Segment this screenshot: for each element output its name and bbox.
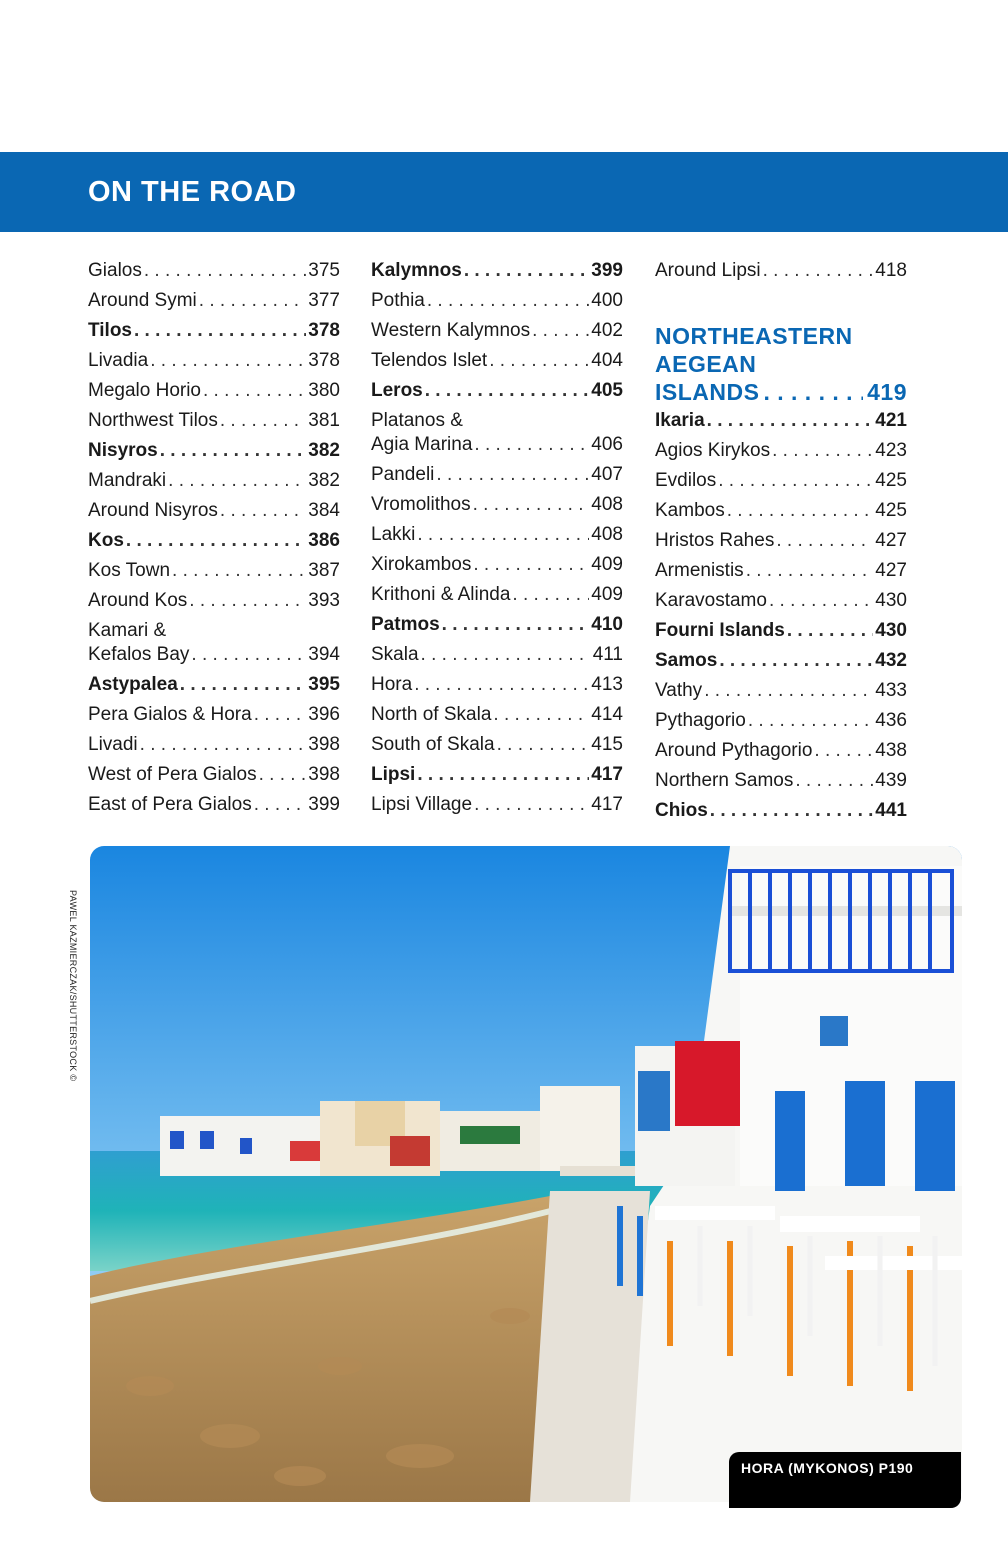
- toc-entry[interactable]: [371, 550, 623, 580]
- toc-entry-name: Ikaria: [655, 410, 705, 431]
- region-heading[interactable]: [655, 322, 907, 406]
- toc-entry-page: 398: [308, 764, 340, 785]
- toc-entry[interactable]: [88, 406, 340, 436]
- leader-dots: [763, 259, 874, 283]
- toc-entry-page: 421: [875, 410, 907, 431]
- toc-section-entry[interactable]: [88, 526, 340, 556]
- toc-entry-name: Astypalea: [88, 674, 178, 695]
- toc-entry-page: 386: [308, 530, 340, 551]
- toc-entry-name: Platanos & Agia Marina: [371, 410, 473, 455]
- toc-entry-page: 415: [591, 734, 623, 755]
- toc-entry-name: Around Symi: [88, 290, 197, 311]
- toc-entry-page: 425: [875, 500, 907, 521]
- toc-entry-page: 408: [591, 524, 623, 545]
- leader-dots: [710, 799, 874, 823]
- leader-dots: [427, 289, 589, 313]
- leader-dots: [180, 673, 307, 697]
- toc-entry-page: 432: [875, 650, 907, 671]
- leader-dots: [126, 529, 306, 553]
- leader-dots: [746, 559, 874, 583]
- toc-entry-page: 427: [875, 560, 907, 581]
- toc-entry-name: South of Skala: [371, 734, 495, 755]
- toc-entry-name: Livadi: [88, 734, 138, 755]
- toc-entry[interactable]: [371, 580, 623, 610]
- toc-section-entry[interactable]: [655, 616, 907, 646]
- toc-entry[interactable]: [655, 676, 907, 706]
- toc-entry[interactable]: [371, 316, 623, 346]
- leader-dots: [259, 763, 307, 787]
- toc-entry-name: Megalo Horio: [88, 380, 201, 401]
- toc-entry-page: 377: [308, 290, 340, 311]
- region-heading-name: ISLANDS: [655, 379, 760, 405]
- leader-dots: [254, 793, 307, 817]
- leader-dots: [512, 583, 589, 607]
- toc-entry-name: Chios: [655, 800, 708, 821]
- toc-entry[interactable]: [88, 256, 340, 286]
- toc-entry-page: 382: [308, 440, 340, 461]
- toc-column-2: [371, 256, 623, 820]
- toc-column-1: [88, 256, 340, 820]
- region-heading-page: 419: [867, 379, 907, 405]
- toc-entry[interactable]: [655, 466, 907, 496]
- toc-entry-name: Fourni Islands: [655, 620, 785, 641]
- toc-entry[interactable]: [655, 436, 907, 466]
- toc-entry-page: 414: [591, 704, 623, 725]
- leader-dots: [417, 763, 589, 787]
- toc-entry-name: Skala: [371, 644, 419, 665]
- leader-dots: [189, 589, 306, 613]
- toc-entry-name: Western Kalymnos: [371, 320, 531, 341]
- toc-entry[interactable]: [371, 730, 623, 760]
- toc-entry[interactable]: [655, 496, 907, 526]
- leader-dots: [497, 733, 590, 757]
- leader-dots: [493, 703, 589, 727]
- toc-entry[interactable]: [88, 616, 340, 670]
- region-heading-line-2: AEGEAN: [655, 351, 757, 377]
- toc-column-3-bottom: [655, 406, 907, 826]
- toc-entry-name: Pera Gialos & Hora: [88, 704, 252, 725]
- toc-entry-page: 408: [591, 494, 623, 515]
- toc-entry-name: Armenistis: [655, 560, 744, 581]
- leader-dots: [220, 409, 306, 433]
- toc-entry-page: 438: [875, 740, 907, 761]
- toc-section-entry[interactable]: [371, 610, 623, 640]
- toc-entry-page: 402: [591, 320, 623, 341]
- toc-entry-name: Samos: [655, 650, 718, 671]
- toc-entry[interactable]: [371, 460, 623, 490]
- leader-dots: [719, 649, 873, 673]
- toc-entry-page: 425: [875, 470, 907, 491]
- toc-section-entry[interactable]: [88, 436, 340, 466]
- toc-entry-name: Vathy: [655, 680, 703, 701]
- leader-dots: [763, 378, 863, 406]
- leader-dots: [474, 433, 589, 457]
- toc-entry[interactable]: [371, 640, 623, 670]
- toc-entry-name: Lipsi Village: [371, 794, 473, 815]
- toc-entry-name: Karavostamo: [655, 590, 767, 611]
- toc-entry-name: Pandeli: [371, 464, 435, 485]
- region-heading-line-1: NORTHEASTERN: [655, 323, 853, 349]
- toc-entry[interactable]: [655, 556, 907, 586]
- leader-dots: [203, 379, 306, 403]
- toc-entry-page: 393: [308, 590, 340, 611]
- leader-dots: [795, 769, 873, 793]
- cover-photo-mykonos: [90, 846, 962, 1502]
- leader-dots: [814, 739, 873, 763]
- toc-section-entry[interactable]: [371, 760, 623, 790]
- toc-entry[interactable]: [371, 406, 623, 460]
- toc-entry-page: 441: [875, 800, 907, 821]
- toc-entry-page: 378: [308, 350, 340, 371]
- toc-entry-page: 418: [875, 260, 907, 281]
- toc-entry[interactable]: [655, 706, 907, 736]
- toc-entry-page: 436: [875, 710, 907, 731]
- toc-entry-page: 399: [308, 794, 340, 815]
- toc-entry[interactable]: [88, 496, 340, 526]
- toc-entry-page: 406: [591, 434, 623, 455]
- toc-entry-name: Gialos: [88, 260, 142, 281]
- photo-caption[interactable]: [729, 1452, 961, 1508]
- toc-entry-page: 398: [308, 734, 340, 755]
- toc-section-entry[interactable]: [655, 646, 907, 676]
- leader-dots: [436, 463, 589, 487]
- toc-section-entry[interactable]: [655, 406, 907, 436]
- leader-dots: [748, 709, 873, 733]
- toc-entry-name: Telendos Islet: [371, 350, 488, 371]
- toc-entry[interactable]: [371, 286, 623, 316]
- toc-entry[interactable]: [371, 670, 623, 700]
- toc-entry-page: 413: [591, 674, 623, 695]
- section-title: ON THE ROAD: [88, 176, 297, 208]
- toc-entry-name: Leros: [371, 380, 423, 401]
- toc-entry[interactable]: [88, 286, 340, 316]
- toc-entry-page: 399: [591, 260, 623, 281]
- toc-entry-name: East of Pera Gialos: [88, 794, 252, 815]
- toc-section-entry[interactable]: [88, 316, 340, 346]
- toc-entry-name: Lakki: [371, 524, 416, 545]
- toc-entry-name: Agios Kirykos: [655, 440, 771, 461]
- toc-entry-name: Evdilos: [655, 470, 717, 491]
- toc-entry[interactable]: [88, 760, 340, 790]
- toc-entry-name: Kos Town: [88, 560, 171, 581]
- toc-entry[interactable]: [371, 520, 623, 550]
- toc-entry-page: 384: [308, 500, 340, 521]
- leader-dots: [776, 529, 873, 553]
- toc-entry[interactable]: [655, 766, 907, 796]
- toc-entry-page: 411: [592, 644, 623, 665]
- leader-dots: [172, 559, 306, 583]
- leader-dots: [168, 469, 306, 493]
- leader-dots: [150, 349, 306, 373]
- toc-entry-name: Patmos: [371, 614, 440, 635]
- leader-dots: [220, 499, 306, 523]
- leader-dots: [160, 439, 307, 463]
- photo-credit-text: PAWEL KAZMIERCZAK/SHUTTERSTOCK ©: [68, 890, 78, 1082]
- leader-dots: [707, 409, 874, 433]
- toc-entry-page: 439: [875, 770, 907, 791]
- toc-entry[interactable]: [88, 376, 340, 406]
- toc-entry-page: 382: [308, 470, 340, 491]
- leader-dots: [425, 379, 590, 403]
- photo-credit: [66, 890, 80, 1110]
- toc-entry-page: 407: [591, 464, 623, 485]
- toc-entry-page: 380: [308, 380, 340, 401]
- toc-entry-page: 405: [591, 380, 623, 401]
- toc-entry-page: 395: [308, 674, 340, 695]
- toc-entry-name: Vromolithos: [371, 494, 471, 515]
- toc-section-entry[interactable]: [88, 670, 340, 700]
- toc-entry[interactable]: [88, 700, 340, 730]
- toc-entry[interactable]: [655, 586, 907, 616]
- toc-entry[interactable]: [88, 346, 340, 376]
- toc-entry-page: 417: [591, 794, 623, 815]
- leader-dots: [421, 643, 591, 667]
- leader-dots: [254, 703, 307, 727]
- toc-entry-name: Xirokambos: [371, 554, 472, 575]
- leader-dots: [704, 679, 873, 703]
- leader-dots: [473, 493, 590, 517]
- leader-dots: [473, 553, 589, 577]
- leader-dots: [140, 733, 307, 757]
- toc-entry[interactable]: [88, 790, 340, 820]
- leader-dots: [532, 319, 589, 343]
- toc-entry-page: 396: [308, 704, 340, 725]
- leader-dots: [417, 523, 589, 547]
- toc-section-entry[interactable]: [371, 256, 623, 286]
- toc-section-entry[interactable]: [371, 376, 623, 406]
- toc-entry-name: Kambos: [655, 500, 725, 521]
- toc-entry-page: 378: [308, 320, 340, 341]
- leader-dots: [787, 619, 873, 643]
- photo-illustration: [90, 846, 962, 1502]
- leader-dots: [199, 289, 307, 313]
- toc-entry-name: Northwest Tilos: [88, 410, 218, 431]
- leader-dots: [489, 349, 589, 373]
- toc-entry-page: 375: [308, 260, 340, 281]
- toc-entry[interactable]: [371, 346, 623, 376]
- toc-entry-page: 427: [875, 530, 907, 551]
- toc-entry[interactable]: [88, 586, 340, 616]
- toc-entry-page: 430: [875, 620, 907, 641]
- toc-entry-name: Around Kos: [88, 590, 188, 611]
- toc-entry-page: 387: [308, 560, 340, 581]
- leader-dots: [727, 499, 874, 523]
- leader-dots: [718, 469, 873, 493]
- toc-entry[interactable]: [88, 730, 340, 760]
- toc-entry-name: Hristos Rahes: [655, 530, 775, 551]
- leader-dots: [144, 259, 306, 283]
- leader-dots: [474, 793, 589, 817]
- toc-column-3: [655, 256, 907, 826]
- toc-entry-name: Krithoni & Alinda: [371, 584, 511, 605]
- toc-section-entry[interactable]: [655, 796, 907, 826]
- toc-entry-name: Tilos: [88, 320, 132, 341]
- photo-caption-text: HORA (MYKONOS) P190: [741, 1460, 914, 1476]
- leader-dots: [134, 319, 306, 343]
- toc-entry-page: 430: [875, 590, 907, 611]
- leader-dots: [769, 589, 873, 613]
- toc-entry-name: North of Skala: [371, 704, 492, 725]
- toc-column-3-top: [655, 256, 907, 286]
- toc-entry-name: Livadia: [88, 350, 149, 371]
- toc-entry[interactable]: [655, 256, 907, 286]
- toc-entry-page: 400: [591, 290, 623, 311]
- toc-entry[interactable]: [371, 490, 623, 520]
- region-heading-line-3: [655, 378, 907, 406]
- toc-entry[interactable]: [655, 736, 907, 766]
- toc-entry-name: West of Pera Gialos: [88, 764, 257, 785]
- toc-entry[interactable]: [371, 700, 623, 730]
- toc-entry-name: Pothia: [371, 290, 425, 311]
- toc-entry-page: 409: [591, 584, 623, 605]
- toc-entry-name: Around Lipsi: [655, 260, 761, 281]
- toc-entry-page: 410: [591, 614, 623, 635]
- toc-entry[interactable]: [655, 526, 907, 556]
- leader-dots: [442, 613, 590, 637]
- toc-entry-name: Around Pythagorio: [655, 740, 813, 761]
- toc-entry[interactable]: [88, 556, 340, 586]
- leader-dots: [414, 673, 589, 697]
- toc-entry-name: Nisyros: [88, 440, 158, 461]
- toc-entry[interactable]: [88, 466, 340, 496]
- toc-entry-name: Kamari & Kefalos Bay: [88, 620, 190, 665]
- toc-entry-page: 381: [308, 410, 340, 431]
- toc-entry-name: Pythagorio: [655, 710, 746, 731]
- leader-dots: [191, 643, 306, 667]
- leader-dots: [464, 259, 589, 283]
- toc-entry-name: Mandraki: [88, 470, 167, 491]
- toc-entry-page: 394: [308, 644, 340, 665]
- toc-entry-page: 404: [591, 350, 623, 371]
- toc-entry-name: Northern Samos: [655, 770, 794, 791]
- section-banner: [0, 152, 1008, 232]
- toc-entry-page: 409: [591, 554, 623, 575]
- toc-entry-name: Hora: [371, 674, 413, 695]
- toc-entry-page: 417: [591, 764, 623, 785]
- toc-entry[interactable]: [371, 790, 623, 820]
- toc-entry-name: Lipsi: [371, 764, 416, 785]
- toc-entry-page: 423: [875, 440, 907, 461]
- toc-entry-name: Kalymnos: [371, 260, 462, 281]
- toc-entry-page: 433: [875, 680, 907, 701]
- toc-entry-name: Around Nisyros: [88, 500, 218, 521]
- toc-entry-name: Kos: [88, 530, 124, 551]
- leader-dots: [772, 439, 873, 463]
